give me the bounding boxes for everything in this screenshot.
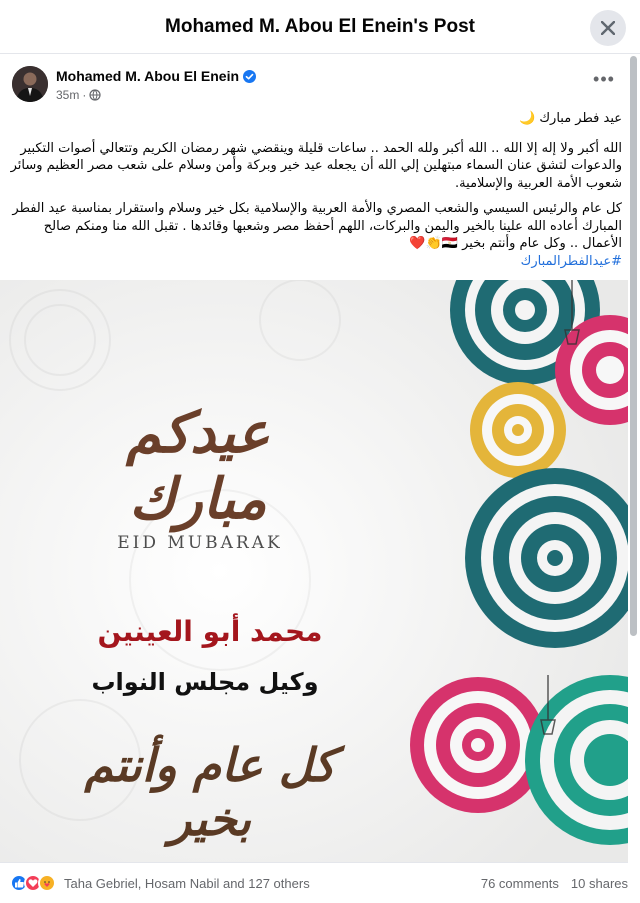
more-options-icon: ••• xyxy=(593,69,615,89)
avatar[interactable] xyxy=(12,66,48,102)
post-image[interactable] xyxy=(0,280,628,862)
modal-header xyxy=(0,0,640,54)
post-text xyxy=(0,110,628,270)
more-options-button[interactable] xyxy=(592,69,616,92)
close-button[interactable] xyxy=(590,10,626,46)
post-text-paragraph: كل عام والرئيس السيسي والشعب المصري والأمة العربية والإسلامية بكل خير وسلام واستقرار بمناسبة عيد الفطر المبارك أعاده الله علينا بالخير واليمن والبركات، اللهم أحفظ مصر وشعبها وقائدها . تقبل الله منا ومنكم صالح الأعمال .. وكل عام وأنتم بخير 🇪🇬👏❤️ xyxy=(12,201,622,251)
care-reaction-icon xyxy=(38,874,56,892)
post-timestamp[interactable]: 35m xyxy=(56,88,80,102)
reaction-names[interactable]: Taha Gebriel, Hosam Nabil and 127 others xyxy=(64,876,310,891)
modal-title: Mohamed M. Abou El Enein's Post xyxy=(165,16,475,37)
author-name: Mohamed M. Abou El Enein xyxy=(56,68,240,84)
post-text-paragraph: الله أكبر ولا إله إلا الله .. الله أكبر ولله الحمد .. ساعات قليلة وينقضي شهر رمضان الكريم وتتعالي أصوات التكبير والدعوات لتشق عنان السماء مبتهلين إلي الله أن يجعله عيد خير وبركة وأمن وسلام على شعب مصر العظيم وسائر شعوب الأمة العربية والإسلامية. xyxy=(10,140,622,191)
globe-icon xyxy=(89,89,101,101)
greeting-role: وكيل مجلس النواب xyxy=(91,668,319,696)
scrollbar-thumb[interactable] xyxy=(630,56,637,636)
post-counts xyxy=(481,876,628,891)
reaction-icons[interactable] xyxy=(10,874,52,892)
eid-greeting-calligraphy: عيدكم مبارك xyxy=(126,400,270,532)
post-header xyxy=(0,54,628,112)
greeting-name: محمد أبو العينين xyxy=(97,615,323,648)
post-text-line: عيد فطر مبارك 🌙 xyxy=(519,111,622,126)
greeting-wish-calligraphy: كل عام وأنتم بخير xyxy=(84,738,336,846)
verified-badge-icon xyxy=(243,70,256,83)
post-footer xyxy=(0,862,628,902)
author-name-link[interactable] xyxy=(56,68,256,84)
shares-count[interactable]: 10 shares xyxy=(570,876,628,891)
eid-greeting-english: EID MUBARAK xyxy=(117,533,283,553)
comments-count[interactable]: 76 comments xyxy=(480,876,559,891)
post-meta: 35m · xyxy=(56,88,101,102)
hashtag-link[interactable]: #عيدالفطرالمبارك xyxy=(520,253,622,269)
close-icon xyxy=(601,21,615,35)
